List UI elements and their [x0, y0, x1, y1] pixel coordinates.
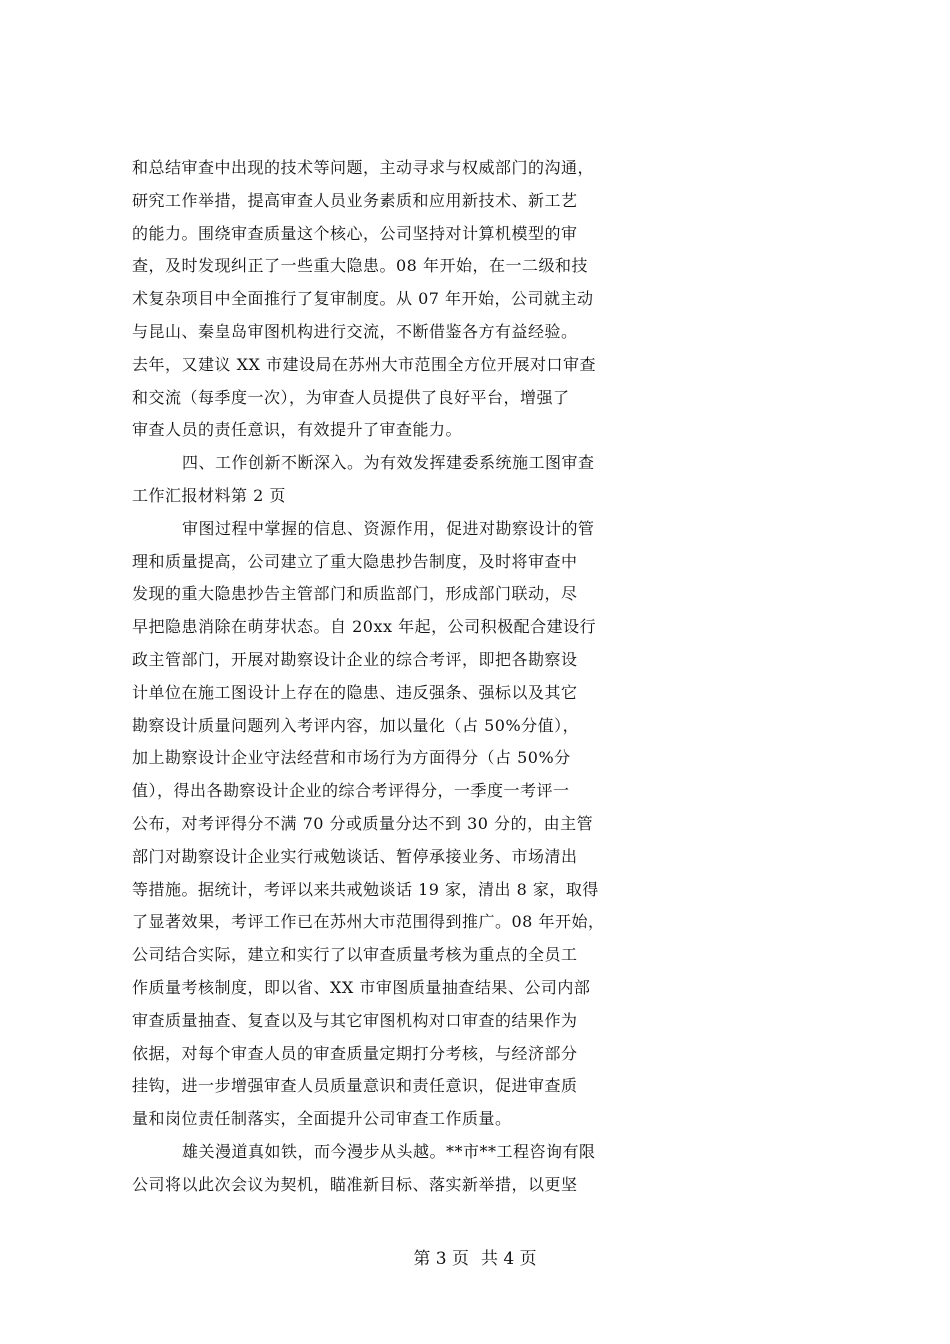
text-line: 公司结合实际，建立和实行了以审查质量考核为重点的全员工	[132, 945, 578, 965]
text-line: 审图过程中掌握的信息、资源作用，促进对勘察设计的管	[182, 518, 595, 538]
text-line: 审查质量抽查、复查以及与其它审图机构对口审查的结果作为	[132, 1010, 578, 1030]
text-line: 了显著效果，考评工作已在苏州大市范围得到推广。08 年开始，	[132, 912, 605, 932]
text-line: 部门对勘察设计企业实行戒勉谈话、暂停承接业务、市场清出	[132, 846, 578, 866]
text-line: 的能力。围绕审查质量这个核心，公司坚持对计算机模型的审	[132, 223, 578, 243]
text-line: 计单位在施工图设计上存在的隐患、违反强条、强标以及其它	[132, 682, 578, 702]
text-line: 值），得出各勘察设计企业的综合考评得分，一季度一考评一	[132, 781, 570, 801]
text-line: 查，及时发现纠正了一些重大隐患。08 年开始，在一二级和技	[132, 256, 588, 276]
document-body	[132, 152, 832, 1202]
text-line: 政主管部门，开展对勘察设计企业的综合考评，即把各勘察设	[132, 649, 578, 669]
text-line: 勘察设计质量问题列入考评内容，加以量化（占 50%分值），	[132, 715, 580, 735]
text-line: 挂钩，进一步增强审查人员质量意识和责任意识，促进审查质	[132, 1076, 578, 1096]
text-line: 发现的重大隐患抄告主管部门和质监部门，形成部门联动，尽	[132, 584, 578, 604]
text-line: 等措施。据统计，考评以来共戒勉谈话 19 家，清出 8 家，取得	[132, 879, 599, 899]
text-line: 早把隐患消除在萌芽状态。自 20xx 年起，公司积极配合建设行	[132, 617, 597, 637]
text-line: 量和岗位责任制落实，全面提升公司审查工作质量。	[132, 1109, 512, 1129]
page-total: 共 4 页	[481, 1249, 537, 1269]
text-line: 作质量考核制度，即以省、XX 市审图质量抽查结果、公司内部	[132, 977, 591, 997]
text-line: 与昆山、秦皇岛审图机构进行交流，不断借鉴各方有益经验。	[132, 321, 578, 341]
text-line: 依据，对每个审查人员的审查质量定期打分考核，与经济部分	[132, 1043, 578, 1063]
text-line: 公司将以此次会议为契机，瞄准新目标、落实新举措，以更坚	[132, 1174, 578, 1194]
text-line: 雄关漫道真如铁，而今漫步从头越。**市**工程咨询有限	[182, 1141, 596, 1161]
text-line: 公布，对考评得分不满 70 分或质量分达不到 30 分的，由主管	[132, 813, 594, 833]
text-line: 去年，又建议 XX 市建设局在苏州大市范围全方位开展对口审查	[132, 354, 596, 374]
text-line: 和交流（每季度一次），为审查人员提供了良好平台，增强了	[132, 387, 570, 407]
text-line: 和总结审查中出现的技术等问题，主动寻求与权威部门的沟通，	[132, 158, 595, 177]
text-line: 加上勘察设计企业守法经营和市场行为方面得分（占 50%分	[132, 748, 571, 768]
text-line: 理和质量提高，公司建立了重大隐患抄告制度，及时将审查中	[132, 551, 578, 571]
text-line: 研究工作举措，提高审查人员业务素质和应用新技术、新工艺	[132, 190, 578, 210]
page-number: 第 3 页	[413, 1249, 469, 1269]
page-footer	[0, 1247, 950, 1271]
text-line: 工作汇报材料第 2 页	[132, 485, 286, 505]
text-line: 审查人员的责任意识，有效提升了审查能力。	[132, 420, 463, 440]
text-line: 四、工作创新不断深入。为有效发挥建委系统施工图审查	[182, 453, 595, 473]
text-line: 术复杂项目中全面推行了复审制度。从 07 年开始，公司就主动	[132, 289, 594, 309]
